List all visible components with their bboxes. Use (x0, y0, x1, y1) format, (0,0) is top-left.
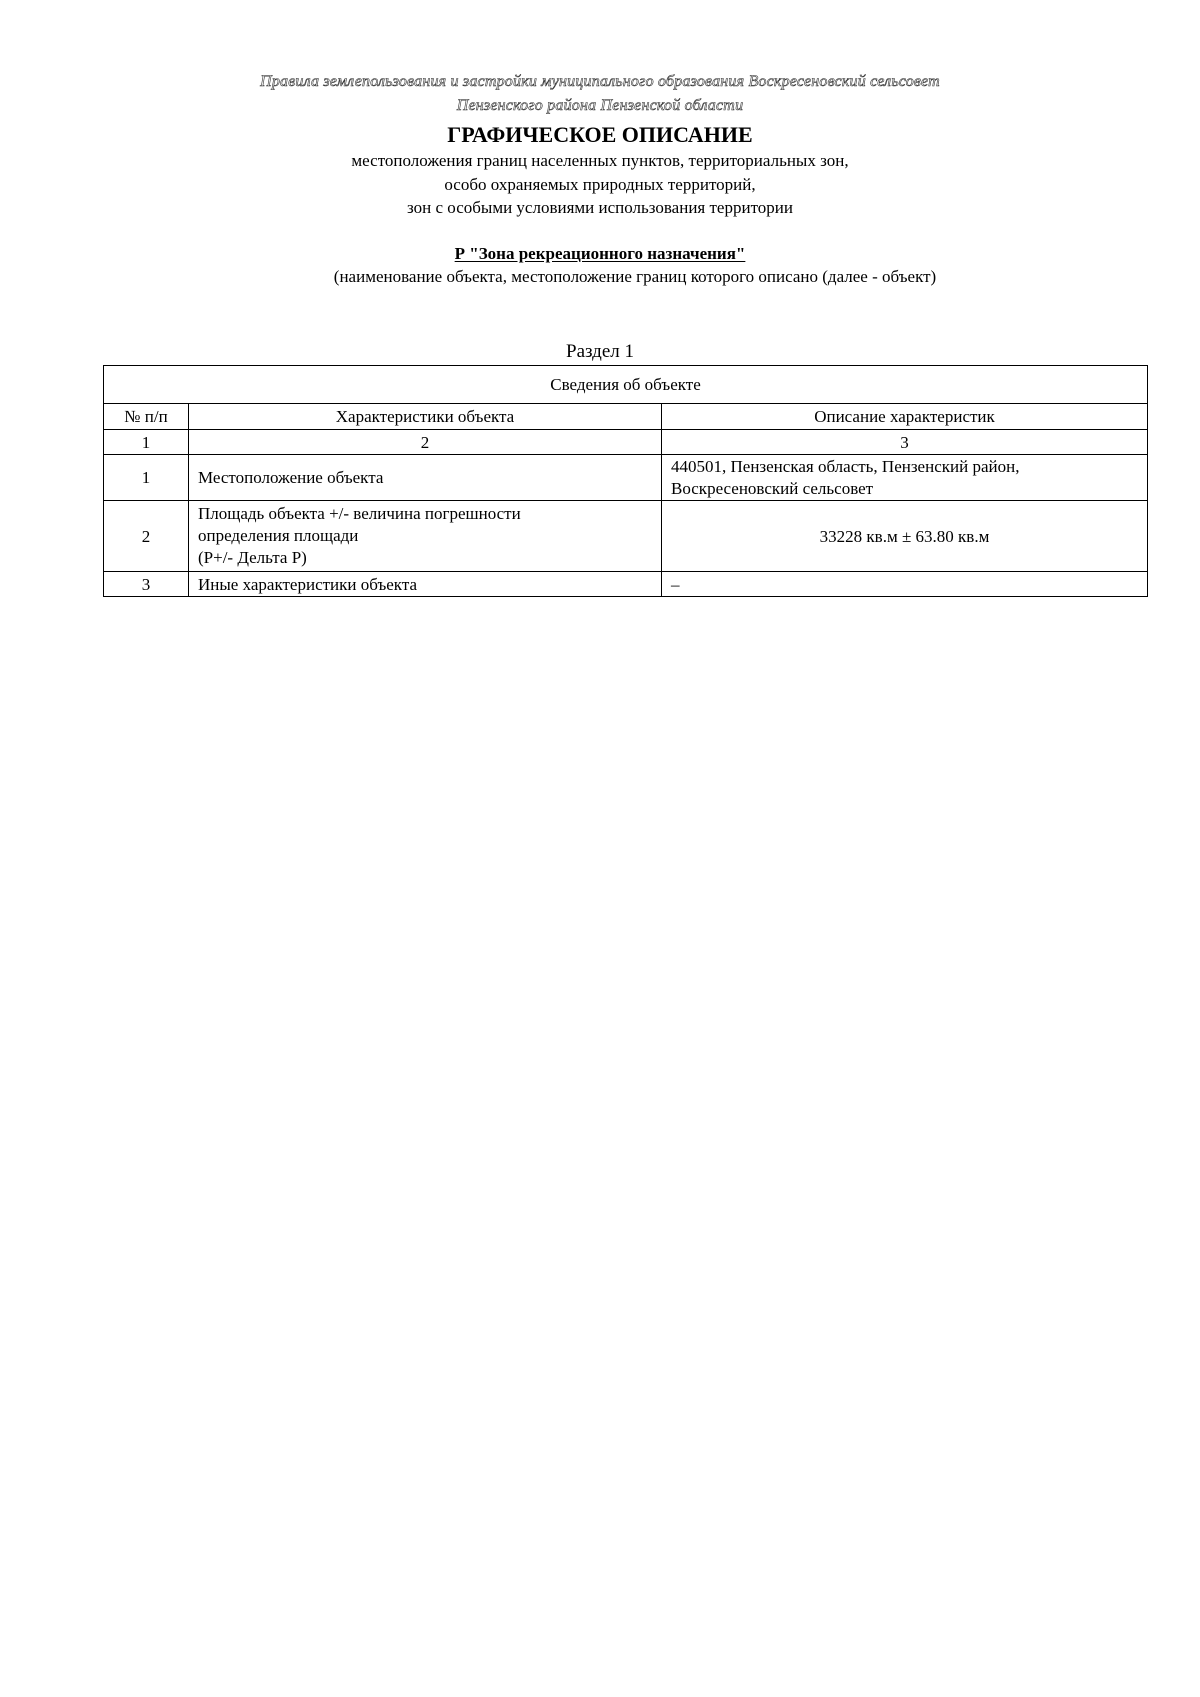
row-description: – (662, 572, 1148, 597)
subtitle-line-2: особо охраняемых природных территорий, (444, 175, 756, 194)
row-characteristic: Иные характеристики объекта (189, 572, 662, 597)
row-description (662, 455, 1148, 501)
table-row (104, 501, 1148, 572)
header-cell-number: № п/п (104, 404, 189, 430)
header-cell-description: Описание характеристик (662, 404, 1148, 430)
row-characteristic (189, 501, 662, 572)
column-number-1: 1 (104, 430, 189, 455)
object-name-caption: (наименование объекта, местоположение границ которого описано (далее - объект) (333, 267, 937, 286)
row-characteristic-line: Площадь объекта +/- величина погрешности (198, 504, 521, 523)
row-number: 1 (104, 455, 189, 501)
object-name-text: Р "Зона рекреационного назначения" (454, 244, 746, 263)
object-name (0, 243, 1200, 265)
document-title: ГРАФИЧЕСКОЕ ОПИСАНИЕ (447, 122, 753, 147)
subtitle-line-1: местоположения границ населенных пунктов, территориальных зон, (351, 151, 849, 170)
column-number-3: 3 (662, 430, 1148, 455)
table-row (104, 455, 1148, 501)
row-characteristic-line: определения площади (198, 526, 359, 545)
row-number: 2 (104, 501, 189, 572)
row-characteristic-line: (P+/- Дельта P) (198, 548, 307, 567)
section-label: Раздел 1 (566, 341, 634, 362)
header-cell-characteristic: Характеристики объекта (189, 404, 662, 430)
running-header-line-1: Правила землепользования и застройки муниципального образования Воскресеновский сельсовет (260, 73, 940, 90)
row-description: 33228 кв.м ± 63.80 кв.м (662, 501, 1148, 572)
table-caption-row (104, 366, 1148, 404)
row-characteristic: Местоположение объекта (189, 455, 662, 501)
table-row (104, 572, 1148, 597)
row-description-line: 440501, Пензенская область, Пензенский район, (671, 456, 1020, 476)
column-number-2: 2 (189, 430, 662, 455)
column-number-row (104, 430, 1148, 455)
table-caption: Сведения об объекте (104, 366, 1148, 404)
object-info-table (103, 365, 1148, 597)
row-description-line: Воскресеновский сельсовет (671, 478, 874, 498)
subtitle-line-3: зон с особыми условиями использования территории (407, 198, 793, 217)
row-number: 3 (104, 572, 189, 597)
running-header-line-2: Пензенского района Пензенской области (456, 97, 744, 114)
table-header-row (104, 404, 1148, 430)
